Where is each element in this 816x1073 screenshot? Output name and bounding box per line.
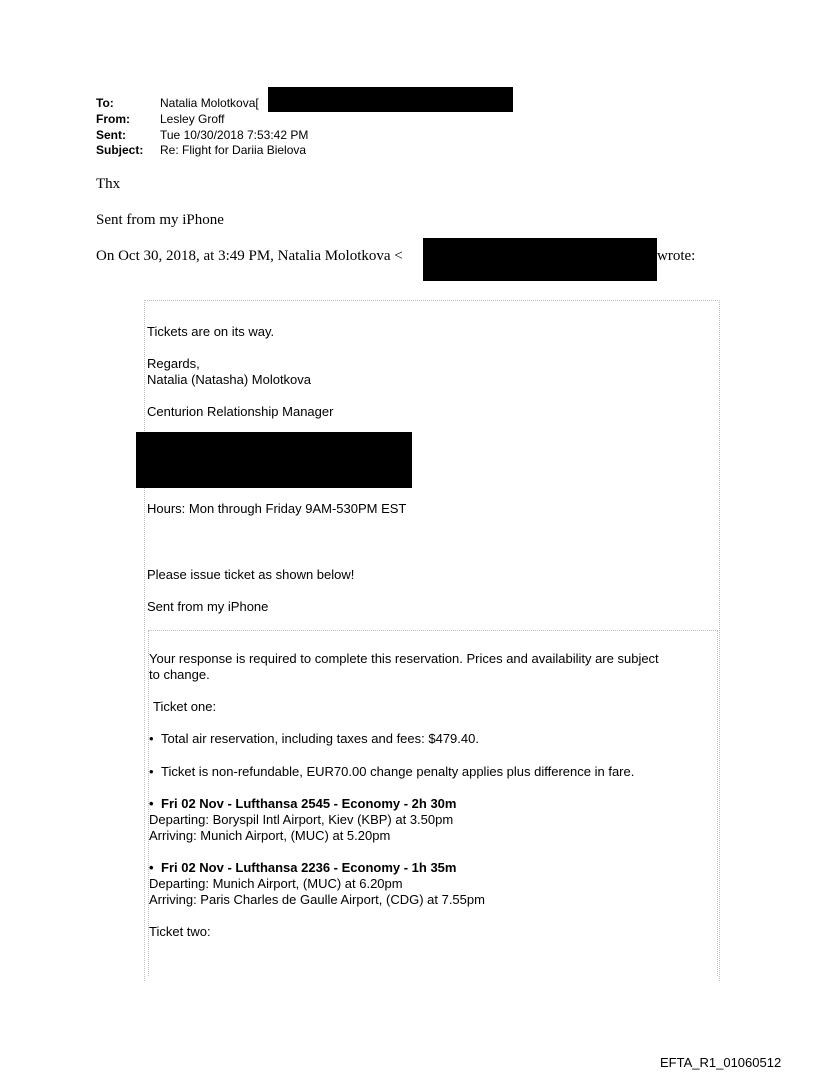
- quoted-line1: Tickets are on its way.: [147, 324, 275, 339]
- bullet-policy: [149, 764, 634, 780]
- quote-intro: [96, 247, 403, 265]
- redaction-box: [423, 238, 657, 281]
- flight-2-arriving: Arriving: Paris Charles de Gaulle Airport, (CDG) at 7.55pm: [149, 892, 485, 907]
- redaction-box: [268, 87, 513, 112]
- flight-1-arriving: Arriving: Munich Airport, (MUC) at 5.20pm: [149, 828, 391, 843]
- quoted-request: Please issue ticket as shown below!: [147, 567, 355, 582]
- reservation-intro-line2: to change.: [149, 667, 210, 682]
- flight-2-title: [149, 860, 456, 876]
- quoted-hours: Hours: Mon through Friday 9AM-530PM EST: [147, 501, 407, 516]
- quoted-signature: Sent from my iPhone: [147, 599, 269, 614]
- reply-body: Thx: [96, 176, 121, 192]
- redaction-box: [136, 432, 412, 488]
- sent-label: Sent:: [96, 128, 126, 142]
- quoted-sender-title: Centurion Relationship Manager: [147, 404, 334, 419]
- bullet-policy-text: Ticket is non-refundable, EUR70.00 change penalty applies plus difference in fare.: [161, 764, 635, 779]
- ticket-two-label: Ticket two:: [149, 924, 211, 939]
- reservation-intro-line1: Your response is required to complete this reservation. Prices and availability are subject: [149, 651, 659, 666]
- bullet-glyph: •: [149, 731, 154, 746]
- subject-value: Re: Flight for Dariia Bielova: [160, 143, 307, 157]
- flight-1-title-text: Fri 02 Nov - Lufthansa 2545 - Economy - 2h 30m: [161, 796, 457, 811]
- flight-1-departing: Departing: Boryspil Intl Airport, Kiev (KBP) at 3.50pm: [149, 812, 454, 827]
- subject-label: Subject:: [96, 143, 144, 157]
- sent-value: Tue 10/30/2018 7:53:42 PM: [160, 128, 309, 142]
- flight-2-title-text: Fri 02 Nov - Lufthansa 2236 - Economy - 1h 35m: [161, 860, 457, 875]
- bullet-glyph: •: [149, 796, 154, 811]
- reply-signature: Sent from my iPhone: [96, 212, 224, 228]
- from-label: From:: [96, 112, 130, 126]
- to-value: Natalia Molotkova[: [160, 96, 259, 110]
- flight-2-departing: Departing: Munich Airport, (MUC) at 6.20pm: [149, 876, 403, 891]
- flight-1-title: [149, 796, 456, 812]
- to-label: To:: [96, 96, 114, 110]
- bullet-glyph: •: [149, 764, 154, 779]
- bullet-total: [149, 731, 479, 747]
- ticket-one-label: Ticket one:: [153, 699, 217, 714]
- bullet-glyph: •: [149, 860, 154, 875]
- bates-number: EFTA_R1_01060512: [660, 1055, 782, 1070]
- quote-intro-prefix: On Oct 30, 2018, at 3:49 PM, Natalia Molotkova <: [96, 248, 403, 264]
- quoted-regards: Regards,: [147, 356, 200, 371]
- from-value: Lesley Groff: [160, 112, 225, 126]
- quoted-sender-name: Natalia (Natasha) Molotkova: [147, 372, 312, 387]
- quote-intro-suffix: wrote:: [657, 248, 696, 264]
- bullet-total-text: Total air reservation, including taxes and fees: $479.40.: [161, 731, 479, 746]
